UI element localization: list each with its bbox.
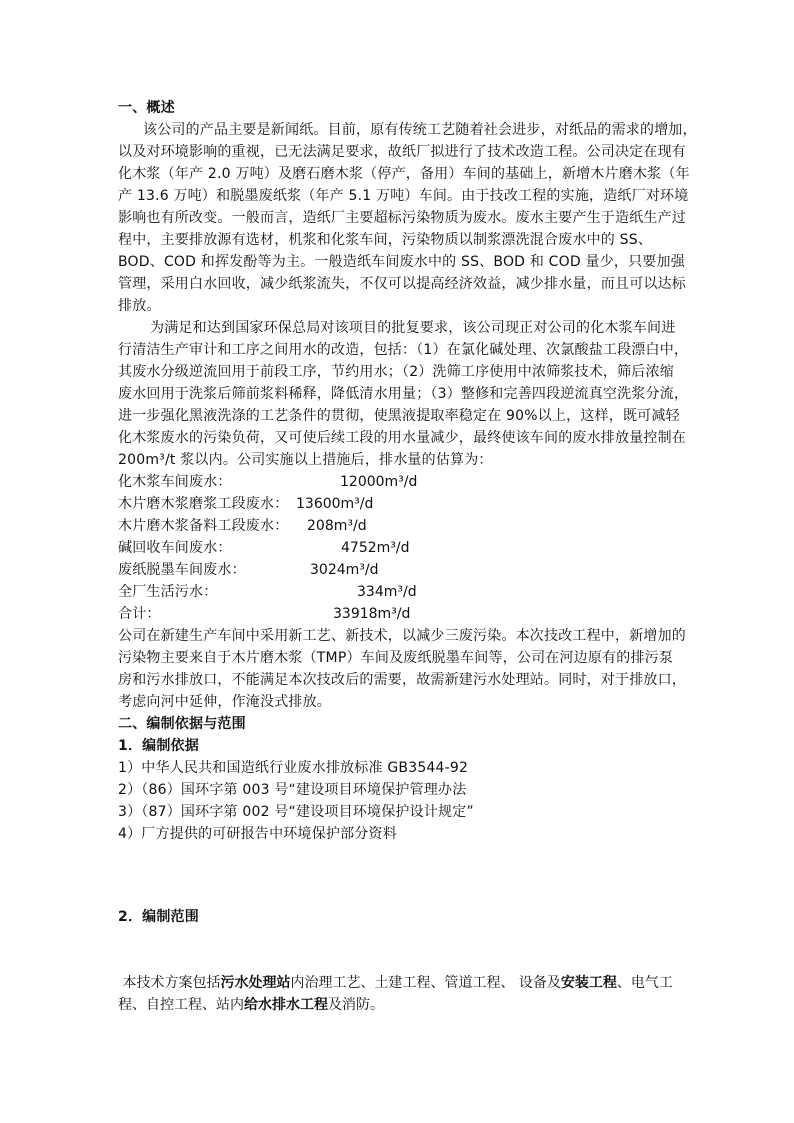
- flow-value: 3024m³/d: [310, 562, 379, 578]
- subheading-basis: 1．编制依据: [118, 738, 199, 754]
- paragraph-line: 行清洁生产审计和工序之间用水的改造，包括：（1）在氯化碱处理、次氯酸盐工段漂白中，: [118, 342, 689, 358]
- paragraph-line: 管理，采用白水回收，减少纸浆流失，不仅可以提高经济效益，减少排水量，而且可以达标: [118, 276, 686, 292]
- scope-text: 、电气工程、自控工程、站内: [118, 975, 673, 1013]
- reference-item: 2）（86）国环字第 003 号“建设项目环境保护管理办法: [118, 782, 467, 798]
- paragraph-line: 以及对环境影响的重视，已无法满足要求，故纸厂拟进行了技术改造工程。公司决定在现有: [118, 144, 686, 160]
- subheading-scope: 2．编制范围: [118, 909, 199, 925]
- flow-label: 化木浆车间废水：: [118, 474, 232, 490]
- flow-value: 4752m³/d: [341, 540, 410, 556]
- paragraph-line: 影响也有所改变。一般而言，造纸厂主要超标污染物质为废水。废水主要产生于造纸生产过: [118, 210, 686, 226]
- scope-bold-text: 污水处理站: [220, 975, 291, 991]
- flow-label: 废纸脱墨车间废水：: [118, 562, 246, 578]
- paragraph-line: 废水回用于洗浆后筛前浆料稀释，降低清水用量；（3）整修和完善四段逆流真空洗浆分流，: [118, 386, 689, 402]
- paragraph-line: 为满足和达到国家环保总局对该项目的批复要求，该公司现正对公司的化木浆车间进: [150, 320, 676, 336]
- flow-value: 334m³/d: [357, 584, 417, 600]
- paragraph-line: 进一步强化黑液洗涤的工艺条件的贯彻，使黑液提取率稳定在 90%以上，这样，既可减轻: [118, 408, 680, 424]
- scope-bold-text: 安装工程: [560, 975, 617, 991]
- paragraph-line: BOD、COD 和挥发酚等为主。一般造纸车间废水中的 SS、BOD 和 COD 量少，只要加强: [118, 254, 685, 270]
- scope-text: 内治理工艺、土建工程、管道工程、 设备及: [290, 975, 561, 991]
- paragraph-line: 污染物主要来自于木片磨木浆（TMP）车间及废纸脱墨车间等，公司在河边原有的排污泵: [118, 650, 674, 666]
- paragraph-line: 考虑向河中延伸，作淹没式排放。: [118, 694, 331, 710]
- paragraph-line: 化木浆废水的污染负荷，又可使后续工段的用水量减少，最终使该车间的废水排放量控制在: [118, 430, 686, 446]
- flow-value: 12000m³/d: [340, 474, 418, 490]
- flow-total-value: 33918m³/d: [333, 606, 411, 622]
- flow-label: 木片磨木浆磨浆工段废水：: [118, 496, 289, 512]
- flow-total-label: 合计：: [118, 606, 161, 622]
- paragraph-line: 公司在新建生产车间中采用新工艺、新技术，以减少三废污染。本次技改工程中，新增加的: [118, 628, 686, 644]
- scope-paragraph: [118, 972, 684, 1016]
- reference-item: 1）中华人民共和国造纸行业废水排放标准 GB3544-92: [118, 760, 469, 776]
- paragraph-line: 化木浆（年产 2.0 万吨）及磨石磨木浆（停产，备用）车间的基础上，新增木片磨木浆（年: [118, 166, 690, 182]
- flow-label: 木片磨木浆备料工段废水：: [118, 518, 289, 534]
- section-heading-overview: 一、概述: [118, 100, 175, 116]
- paragraph-line: 房和污水排放口，不能满足本次技改后的需要，故需新建污水处理站。同时，对于排放口，: [118, 672, 686, 688]
- flow-label: 全厂生活污水：: [118, 584, 218, 600]
- flow-value: 208m³/d: [307, 518, 367, 534]
- paragraph-line: 排放。: [118, 298, 161, 314]
- section-heading-basis: 二、编制依据与范围: [118, 716, 246, 732]
- paragraph-line: 产 13.6 万吨）和脱墨废纸浆（年产 5.1 万吨）车间。由于技改工程的实施，造纸厂对环境: [118, 188, 689, 204]
- scope-text: 及消防。: [328, 997, 384, 1013]
- flow-label: 碱回收车间废水：: [118, 540, 232, 556]
- reference-item: 3）（87）国环字第 002 号“建设项目环境保护设计规定”: [118, 804, 474, 820]
- reference-item: 4）厂方提供的可研报告中环境保护部分资料: [118, 826, 397, 842]
- paragraph-line: 其废水分级逆流回用于前段工序，节约用水；（2）洗筛工序使用中浓筛浆技术，筛后浓缩: [118, 364, 674, 380]
- paragraph-line: 该公司的产品主要是新闻纸。目前，原有传统工艺随着社会进步，对纸品的需求的增加，: [143, 122, 697, 138]
- scope-bold-text: 给水排水工程: [244, 997, 328, 1013]
- scope-text: 本技术方案包括: [122, 975, 221, 991]
- flow-value: 13600m³/d: [296, 496, 374, 512]
- paragraph-line: 程中，主要排放源有选材，机浆和化浆车间，污染物质以制浆漂洗混合废水中的 SS、: [118, 232, 653, 248]
- paragraph-line: 200m³/t 浆以内。公司实施以上措施后，排水量的估算为：: [118, 452, 493, 468]
